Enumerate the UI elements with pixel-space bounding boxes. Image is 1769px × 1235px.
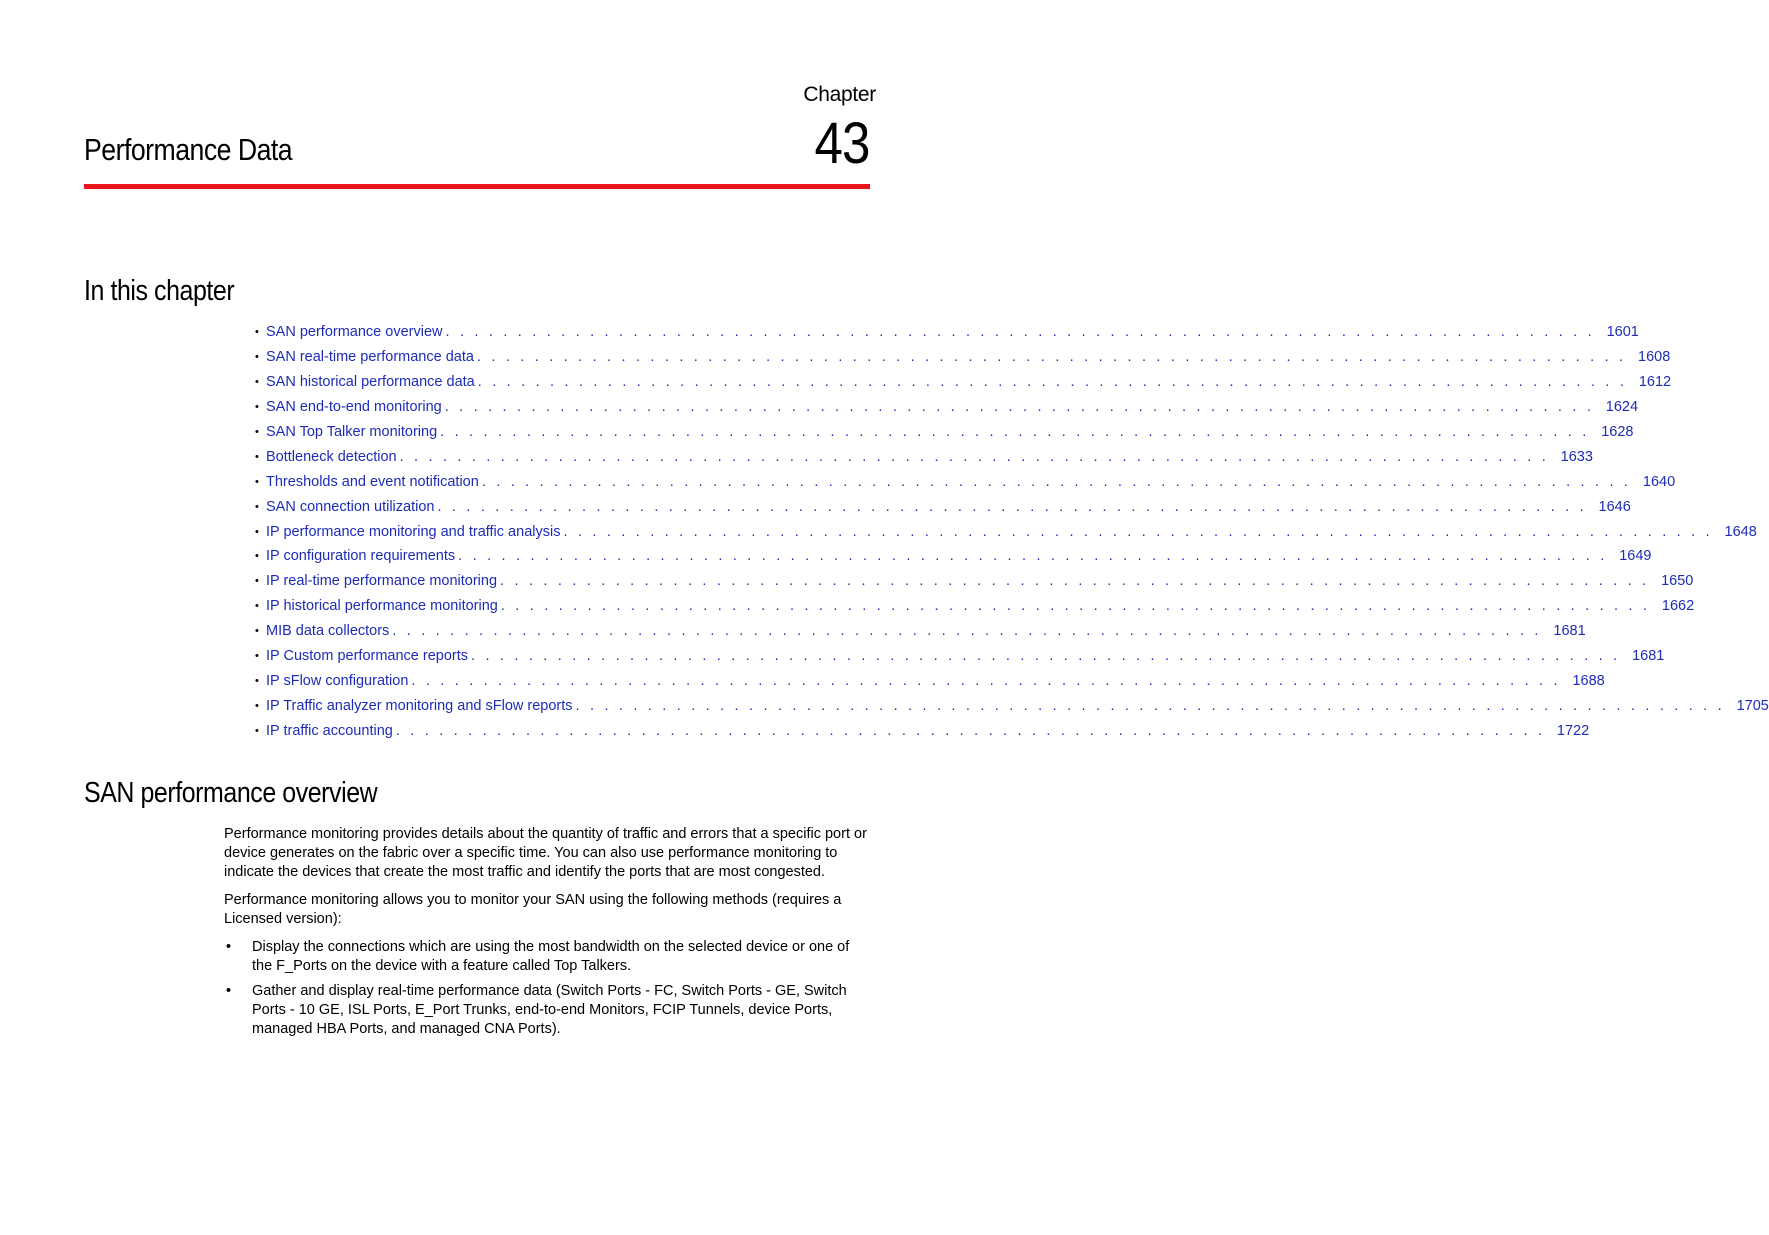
toc-page-number: 1688 bbox=[1572, 673, 1605, 690]
toc-leader: . . . . . . . . . . . . . . . . . . . . . . . . . . . . . . . . . . . . . . . . . . . . . . . . . . . . . . . . . . . . . . . . . . . . . . . . . . . . . . . . bbox=[411, 673, 1561, 690]
toc-link-text: Thresholds and event notification bbox=[266, 473, 479, 490]
toc-leader: . . . . . . . . . . . . . . . . . . . . . . . . . . . . . . . . . . . . . . . . . . . . . . . . . . . . . . . . . . . . . . . . . . . . . . . . . . . . . . . . bbox=[575, 698, 1725, 715]
toc-leader: . . . . . . . . . . . . . . . . . . . . . . . . . . . . . . . . . . . . . . . . . . . . . . . . . . . . . . . . . . . . . . . . . . . . . . . . . . . . . . . . bbox=[476, 348, 1627, 365]
toc-link[interactable] bbox=[266, 619, 1586, 644]
title-rule bbox=[84, 184, 870, 189]
toc-leader: . . . . . . . . . . . . . . . . . . . . . . . . . . . . . . . . . . . . . . . . . . . . . . . . . . . . . . . . . . . . . . . . . . . . . . . . . . . . . . . . bbox=[445, 324, 1595, 340]
toc-page-number: 1705 bbox=[1736, 698, 1769, 715]
list-item-text: Gather and display real-time performance data (Switch Ports - FC, Switch Ports - GE, Switch Ports - 10 GE, ISL Ports, E_Port Trunks, end-to-end Monitors, FCIP Tunnels, device Ports, managed HBA Ports, and managed CNA Ports). bbox=[252, 983, 847, 1037]
toc-bullet: • bbox=[255, 525, 259, 538]
toc-bullet: • bbox=[255, 475, 259, 488]
toc-list bbox=[255, 320, 1769, 744]
toc-bullet: • bbox=[255, 326, 259, 338]
toc-link-text: SAN historical performance data bbox=[266, 373, 475, 390]
section-heading: SAN performance overview bbox=[84, 777, 378, 809]
toc-link-text: IP performance monitoring and traffic analysis bbox=[266, 523, 561, 540]
toc-bullet: • bbox=[255, 550, 259, 563]
toc-page-number: 1648 bbox=[1724, 523, 1757, 540]
toc-item bbox=[255, 719, 1590, 744]
toc-bullet: • bbox=[255, 725, 259, 737]
toc-link[interactable] bbox=[266, 320, 1639, 345]
toc-leader: . . . . . . . . . . . . . . . . . . . . . . . . . . . . . . . . . . . . . . . . . . . . . . . . . . . . . . . . . . . . . . . . . . . . . . . . . . . . . . . . bbox=[500, 573, 1650, 590]
toc-leader: . . . . . . . . . . . . . . . . . . . . . . . . . . . . . . . . . . . . . . . . . . . . . . . . . . . . . . . . . . . . . . . . . . . . . . . . . . . . . . . . bbox=[437, 498, 1587, 515]
body-paragraph: Performance monitoring allows you to monitor your SAN using the following methods (requires a Licensed version): bbox=[224, 892, 842, 927]
body-paragraph: Performance monitoring provides details about the quantity of traffic and errors that a specific port or device generates on the fabric over a specific time. You can also use performance monitoring to indicate the devices that create the most traffic and identify the ports that are most congested. bbox=[224, 826, 867, 880]
toc-item bbox=[255, 669, 1605, 694]
toc-link-text: IP historical performance monitoring bbox=[266, 598, 498, 615]
toc-heading: In this chapter bbox=[84, 275, 235, 307]
toc-leader: . . . . . . . . . . . . . . . . . . . . . . . . . . . . . . . . . . . . . . . . . . . . . . . . . . . . . . . . . . . . . . . . . . . . . . . . . . . . . . . . bbox=[563, 523, 1713, 540]
toc-link[interactable] bbox=[266, 345, 1671, 370]
toc-link[interactable] bbox=[266, 445, 1593, 470]
bullet-marker: • bbox=[226, 939, 232, 955]
toc-page-number: 1722 bbox=[1556, 723, 1590, 739]
toc-leader: . . . . . . . . . . . . . . . . . . . . . . . . . . . . . . . . . . . . . . . . . . . . . . . . . . . . . . . . . . . . . . . . . . . . . . . . . . . . . . . . bbox=[395, 723, 1546, 739]
toc-item bbox=[255, 544, 1652, 569]
toc-link-text: SAN connection utilization bbox=[266, 498, 435, 515]
toc-item bbox=[255, 395, 1639, 420]
bullet-marker: • bbox=[226, 983, 232, 999]
toc-link[interactable] bbox=[266, 544, 1652, 569]
toc-item bbox=[255, 594, 1695, 619]
toc-item bbox=[255, 619, 1586, 644]
toc-bullet: • bbox=[255, 675, 259, 688]
toc-bullet: • bbox=[255, 625, 259, 638]
toc-item bbox=[255, 445, 1593, 470]
toc-bullet: • bbox=[255, 500, 259, 513]
toc-link-text: IP real-time performance monitoring bbox=[266, 573, 498, 590]
toc-link[interactable] bbox=[266, 420, 1634, 445]
toc-item bbox=[255, 345, 1671, 370]
toc-link[interactable] bbox=[266, 470, 1676, 495]
toc-leader: . . . . . . . . . . . . . . . . . . . . . . . . . . . . . . . . . . . . . . . . . . . . . . . . . . . . . . . . . . . . . . . . . . . . . . . . . . . . . . . . bbox=[440, 423, 1590, 440]
toc-page-number: 1662 bbox=[1661, 598, 1695, 615]
toc-bullet: • bbox=[255, 350, 259, 363]
toc-item bbox=[255, 495, 1631, 520]
toc-bullet: • bbox=[255, 400, 259, 413]
toc-link[interactable] bbox=[266, 719, 1590, 744]
toc-page-number: 1608 bbox=[1638, 348, 1671, 365]
toc-link[interactable] bbox=[266, 694, 1769, 719]
toc-leader: . . . . . . . . . . . . . . . . . . . . . . . . . . . . . . . . . . . . . . . . . . . . . . . . . . . . . . . . . . . . . . . . . . . . . . . . . . . . . . . . bbox=[399, 448, 1549, 465]
toc-page-number: 1640 bbox=[1642, 473, 1676, 490]
toc-leader: . . . . . . . . . . . . . . . . . . . . . . . . . . . . . . . . . . . . . . . . . . . . . . . . . . . . . . . . . . . . . . . . . . . . . . . . . . . . . . . . bbox=[477, 373, 1628, 390]
toc-page-number: 1681 bbox=[1553, 623, 1586, 640]
toc-link-text: IP Custom performance reports bbox=[266, 648, 469, 665]
toc-link-text: SAN real-time performance data bbox=[266, 348, 474, 365]
toc-link-text: SAN performance overview bbox=[266, 324, 443, 340]
toc-item bbox=[255, 694, 1769, 719]
toc-page-number: 1624 bbox=[1605, 398, 1639, 415]
toc-link-text: MIB data collectors bbox=[266, 623, 390, 640]
toc-page-number: 1612 bbox=[1638, 373, 1672, 390]
toc-item bbox=[255, 420, 1634, 445]
toc-bullet: • bbox=[255, 450, 259, 463]
toc-page-number: 1681 bbox=[1632, 648, 1665, 665]
toc-item bbox=[255, 520, 1757, 545]
list-item-text: Display the connections which are using the most bandwidth on the selected device or one of the F_Ports on the device with a feature called Top Talkers. bbox=[252, 939, 850, 974]
toc-link[interactable] bbox=[266, 495, 1631, 520]
toc-bullet: • bbox=[255, 600, 259, 613]
toc-page-number: 1649 bbox=[1619, 548, 1652, 565]
toc-link[interactable] bbox=[266, 520, 1757, 545]
toc-link[interactable] bbox=[266, 644, 1665, 669]
bullet-list bbox=[224, 938, 870, 1039]
toc-leader: . . . . . . . . . . . . . . . . . . . . . . . . . . . . . . . . . . . . . . . . . . . . . . . . . . . . . . . . . . . . . . . . . . . . . . . . . . . . . . . . bbox=[500, 598, 1651, 615]
toc-link[interactable] bbox=[266, 669, 1605, 694]
chapter-number: 43 bbox=[814, 111, 870, 176]
chapter-label: Chapter bbox=[803, 83, 876, 106]
toc-bullet: • bbox=[255, 700, 259, 713]
toc-link-text: IP traffic accounting bbox=[266, 723, 393, 739]
toc-leader: . . . . . . . . . . . . . . . . . . . . . . . . . . . . . . . . . . . . . . . . . . . . . . . . . . . . . . . . . . . . . . . . . . . . . . . . . . . . . . . . bbox=[444, 398, 1595, 415]
toc-item bbox=[255, 569, 1694, 594]
section-body bbox=[224, 825, 870, 1045]
toc-leader: . . . . . . . . . . . . . . . . . . . . . . . . . . . . . . . . . . . . . . . . . . . . . . . . . . . . . . . . . . . . . . . . . . . . . . . . . . . . . . . . bbox=[392, 623, 1542, 640]
toc-page-number: 1628 bbox=[1601, 423, 1634, 440]
toc-leader: . . . . . . . . . . . . . . . . . . . . . . . . . . . . . . . . . . . . . . . . . . . . . . . . . . . . . . . . . . . . . . . . . . . . . . . . . . . . . . . . bbox=[458, 548, 1608, 565]
toc-leader: . . . . . . . . . . . . . . . . . . . . . . . . . . . . . . . . . . . . . . . . . . . . . . . . . . . . . . . . . . . . . . . . . . . . . . . . . . . . . . . . bbox=[481, 473, 1632, 490]
toc-item bbox=[255, 320, 1639, 345]
toc-bullet: • bbox=[255, 650, 259, 663]
toc-page-number: 1633 bbox=[1560, 448, 1593, 465]
toc-page-number: 1646 bbox=[1598, 498, 1631, 515]
toc-item bbox=[255, 470, 1676, 495]
list-item bbox=[224, 938, 870, 976]
toc-item bbox=[255, 370, 1672, 395]
toc-bullet: • bbox=[255, 375, 259, 388]
toc-leader: . . . . . . . . . . . . . . . . . . . . . . . . . . . . . . . . . . . . . . . . . . . . . . . . . . . . . . . . . . . . . . . . . . . . . . . . . . . . . . . . bbox=[471, 648, 1621, 665]
toc-page-number: 1601 bbox=[1606, 324, 1639, 340]
toc-link[interactable] bbox=[266, 594, 1695, 619]
toc-link-text: IP sFlow configuration bbox=[266, 673, 409, 690]
toc-bullet: • bbox=[255, 425, 259, 438]
toc-link-text: SAN Top Talker monitoring bbox=[266, 423, 438, 440]
toc-link[interactable] bbox=[266, 569, 1694, 594]
toc-bullet: • bbox=[255, 575, 259, 588]
list-item bbox=[224, 982, 870, 1039]
toc-link-text: Bottleneck detection bbox=[266, 448, 397, 465]
toc-link-text: SAN end-to-end monitoring bbox=[266, 398, 442, 415]
toc-item bbox=[255, 644, 1665, 669]
toc-page-number: 1650 bbox=[1661, 573, 1694, 590]
toc-link-text: IP configuration requirements bbox=[266, 548, 456, 565]
chapter-title: Performance Data bbox=[84, 132, 293, 167]
toc-link[interactable] bbox=[266, 370, 1672, 395]
toc-link[interactable] bbox=[266, 395, 1639, 420]
toc-link-text: IP Traffic analyzer monitoring and sFlow reports bbox=[266, 698, 573, 715]
